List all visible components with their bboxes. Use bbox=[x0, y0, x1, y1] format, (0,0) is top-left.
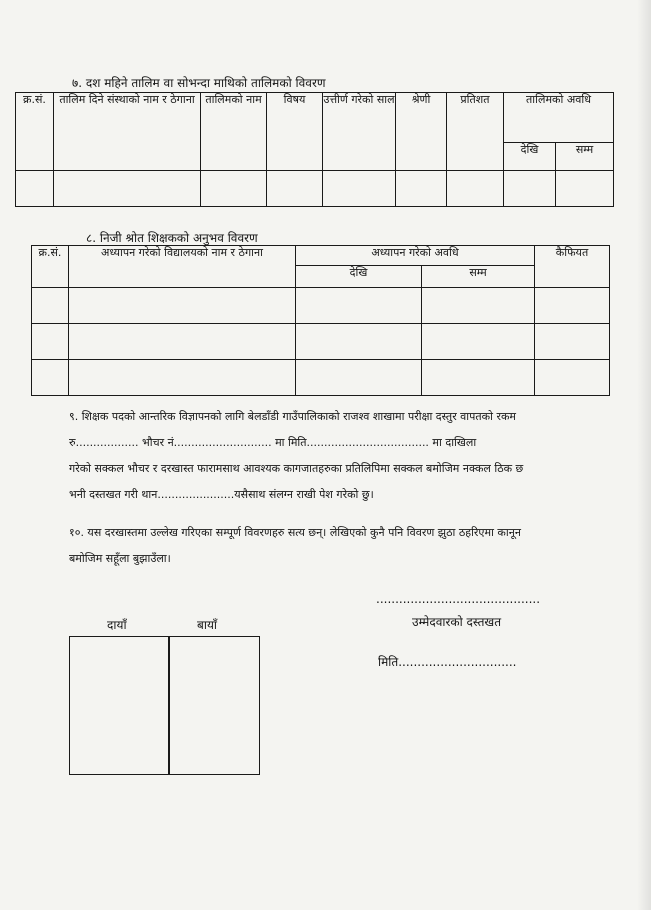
table-cell[interactable] bbox=[201, 171, 267, 207]
table-cell[interactable] bbox=[267, 171, 323, 207]
right-thumb-label: दायाँ bbox=[107, 618, 127, 632]
col-header-to: सम्म bbox=[422, 266, 535, 288]
col-header-remarks: कैफियत bbox=[535, 246, 610, 288]
col-header-school: अध्यापन गरेको विद्यालयको नाम र ठेगाना bbox=[69, 246, 296, 288]
col-header-training-name: तालिमको नाम bbox=[201, 93, 267, 171]
experience-table bbox=[31, 245, 610, 396]
table-row bbox=[32, 360, 610, 396]
table-cell[interactable] bbox=[69, 324, 296, 360]
col-header-institute: तालिम दिने संस्थाको नाम र ठेगाना bbox=[54, 93, 201, 171]
table-cell[interactable] bbox=[16, 171, 54, 207]
col-header-duration: अध्यापन गरेको अवधि bbox=[296, 246, 535, 266]
section-10-line-2: बमोजिम सहूँला बुझाउँला। bbox=[69, 552, 171, 565]
section-9-line-1: ९. शिक्षक पदको आन्तरिक विज्ञापनको लागि बेलडाँडी गाउँपालिकाको राजश्व शाखामा परीक्षा दस्तुर वापतको रकम bbox=[69, 410, 516, 423]
section-9-line-2: रु.................. भौचर नं............................ मा मिति................................... मा दाखिला bbox=[69, 436, 477, 449]
signature-date-field[interactable]: मिति............................... bbox=[378, 655, 517, 669]
col-header-duration: तालिमको अवधि bbox=[504, 93, 614, 143]
col-header-division: श्रेणी bbox=[396, 93, 447, 171]
table-cell[interactable] bbox=[69, 360, 296, 396]
col-header-from: देखि bbox=[504, 143, 556, 171]
table-cell[interactable] bbox=[54, 171, 201, 207]
table-cell[interactable] bbox=[296, 324, 422, 360]
left-thumb-label: बायाँ bbox=[197, 618, 218, 632]
signature-line: ........................................... bbox=[376, 592, 541, 606]
page-edge-shadow bbox=[637, 0, 651, 910]
col-header-passed-year: उत्तीर्ण गरेको साल bbox=[323, 93, 396, 171]
table-cell[interactable] bbox=[396, 171, 447, 207]
table-cell[interactable] bbox=[296, 288, 422, 324]
table-cell[interactable] bbox=[556, 171, 614, 207]
table-row bbox=[32, 288, 610, 324]
table-cell[interactable] bbox=[535, 288, 610, 324]
training-table bbox=[15, 92, 614, 207]
table-cell[interactable] bbox=[535, 324, 610, 360]
section-8-heading: ८. निजी श्रोत शिक्षकको अनुभव विवरण bbox=[86, 231, 258, 245]
candidate-signature-label: उम्मेदवारको दस्तखत bbox=[412, 615, 502, 629]
section-9-line-4: भनी दस्तखत गरी थान......................यसैसाथ संलग्न राखी पेश गरेको छु। bbox=[69, 488, 374, 501]
thumbprint-divider bbox=[168, 636, 170, 775]
table-cell[interactable] bbox=[32, 324, 69, 360]
section-10-line-1: १०. यस दरखास्तमा उल्लेख गरिएका सम्पूर्ण विवरणहरु सत्य छन्। लेखिएको कुनै पनि विवरण झुठा ठहरिएमा कानून bbox=[69, 526, 521, 539]
thumbprint-box bbox=[69, 636, 260, 775]
table-row bbox=[16, 171, 614, 207]
table-cell[interactable] bbox=[32, 360, 69, 396]
col-header-sn: क्र.सं. bbox=[32, 246, 69, 288]
table-cell[interactable] bbox=[422, 324, 535, 360]
col-header-from: देखि bbox=[296, 266, 422, 288]
col-header-subject: विषय bbox=[267, 93, 323, 171]
col-header-to: सम्म bbox=[556, 143, 614, 171]
section-10-paragraph bbox=[69, 520, 589, 572]
table-cell[interactable] bbox=[422, 360, 535, 396]
table-cell[interactable] bbox=[447, 171, 504, 207]
section-9-line-3: गरेको सक्कल भौचर र दरखास्त फारामसाथ आवश्यक कागजातहरुका प्रतिलिपिमा सक्कल बमोजिम नक्कल ठिक छ bbox=[69, 462, 524, 475]
section-9-paragraph bbox=[69, 404, 589, 508]
table-cell[interactable] bbox=[69, 288, 296, 324]
table-cell[interactable] bbox=[535, 360, 610, 396]
table-cell[interactable] bbox=[422, 288, 535, 324]
table-cell[interactable] bbox=[32, 288, 69, 324]
col-header-sn: क्र.सं. bbox=[16, 93, 54, 171]
table-cell[interactable] bbox=[504, 171, 556, 207]
col-header-percent: प्रतिशत bbox=[447, 93, 504, 171]
table-cell[interactable] bbox=[323, 171, 396, 207]
table-cell[interactable] bbox=[296, 360, 422, 396]
section-7-heading: ७. दश महिने तालिम वा सोभन्दा माथिको तालिमको विवरण bbox=[72, 76, 326, 90]
table-row bbox=[32, 324, 610, 360]
